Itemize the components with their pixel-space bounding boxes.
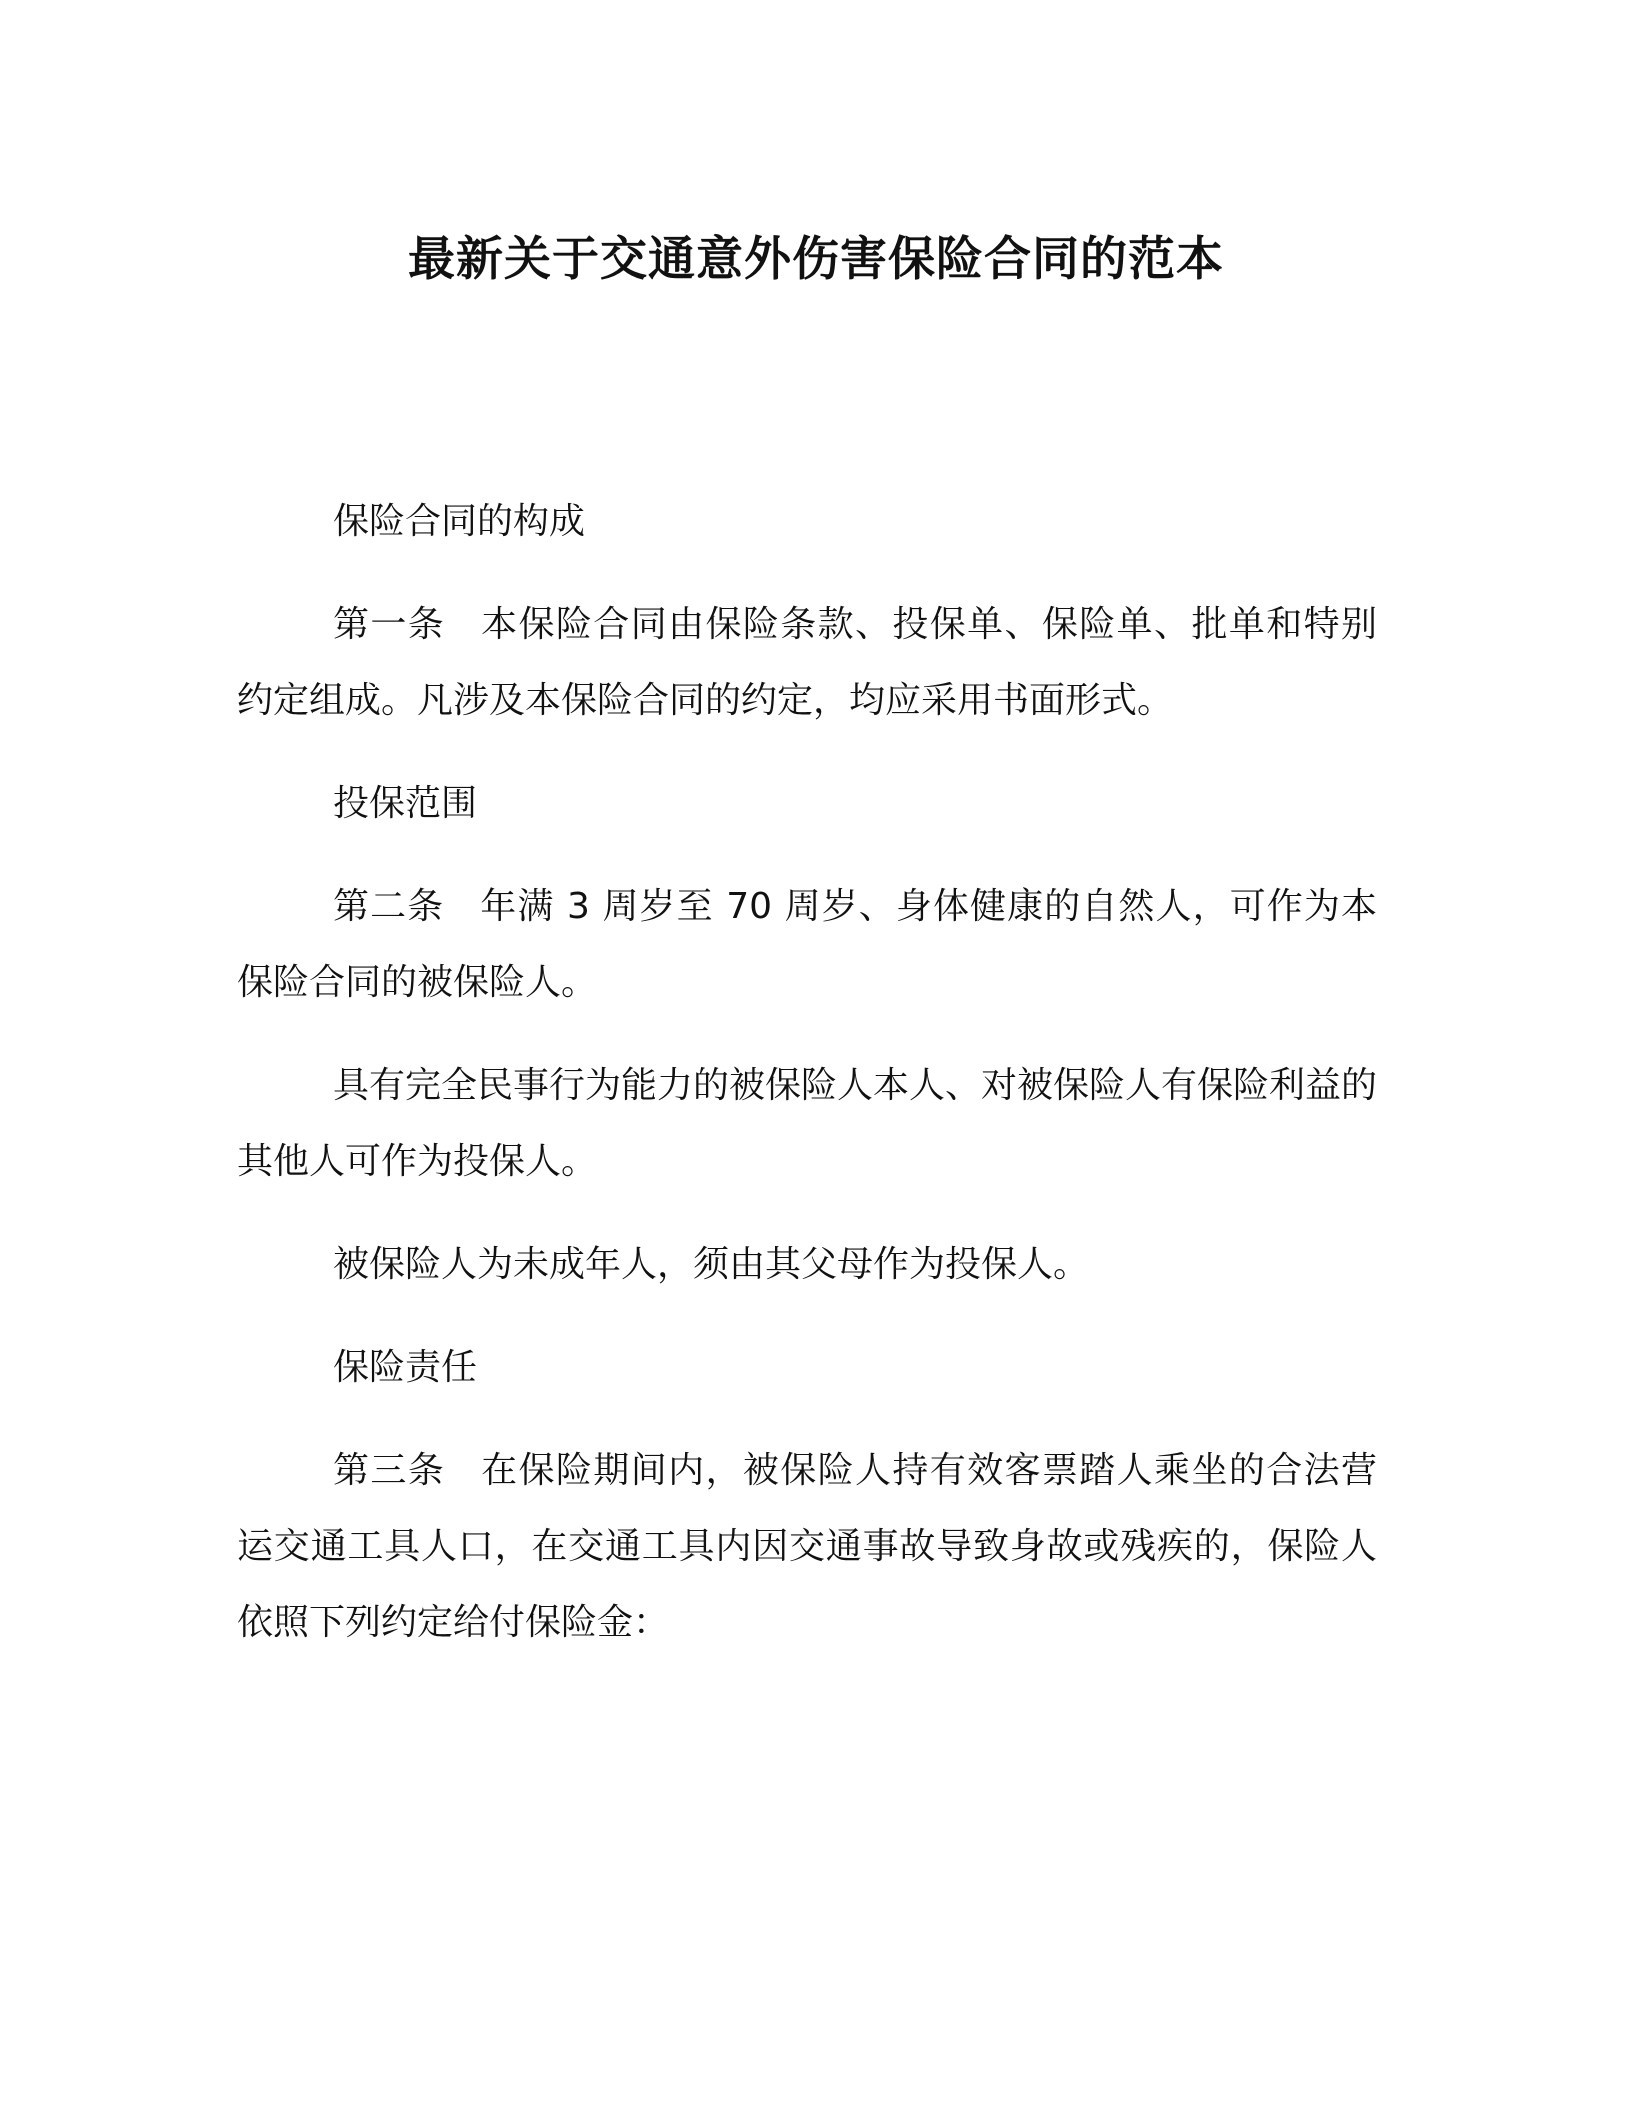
article-3-text: 在保险期间内，被保险人持有效客票踏人乘坐的合法营运交通工具人口，在交通工具内因交通事故导致身故或残疾的，保险人依照下列约定给付保险金：: [237, 1450, 1377, 1643]
article-3-number: 第三条: [333, 1450, 446, 1491]
document-title: 最新关于交通意外伤害保险合同的范本: [408, 232, 1224, 287]
paragraph-minor: 被保险人为未成年人，须由其父母作为投保人。: [333, 1244, 1090, 1285]
article-1: [237, 587, 1377, 739]
section-heading-liability: 保险责任: [333, 1347, 478, 1388]
article-1-number: 第一条: [333, 604, 446, 645]
paragraph-policyholder: 具有完全民事行为能力的被保险人本人、对被保险人有保险利益的其他人可作为投保人。: [237, 1065, 1378, 1182]
article-1-text: 本保险合同由保险条款、投保单、保险单、批单和特别约定组成。凡涉及本保险合同的约定，均应采用书面形式。: [237, 604, 1377, 721]
article-2: [237, 869, 1377, 1021]
document-body: [237, 484, 1377, 1688]
article-2-number: 第二条: [333, 886, 445, 927]
section-heading-scope: 投保范围: [333, 783, 478, 824]
section-heading-composition: 保险合同的构成: [333, 501, 586, 542]
article-2-text: 年满 3 周岁至 70 周岁、身体健康的自然人，可作为本保险合同的被保险人。: [237, 886, 1377, 1003]
article-3: [237, 1433, 1377, 1661]
